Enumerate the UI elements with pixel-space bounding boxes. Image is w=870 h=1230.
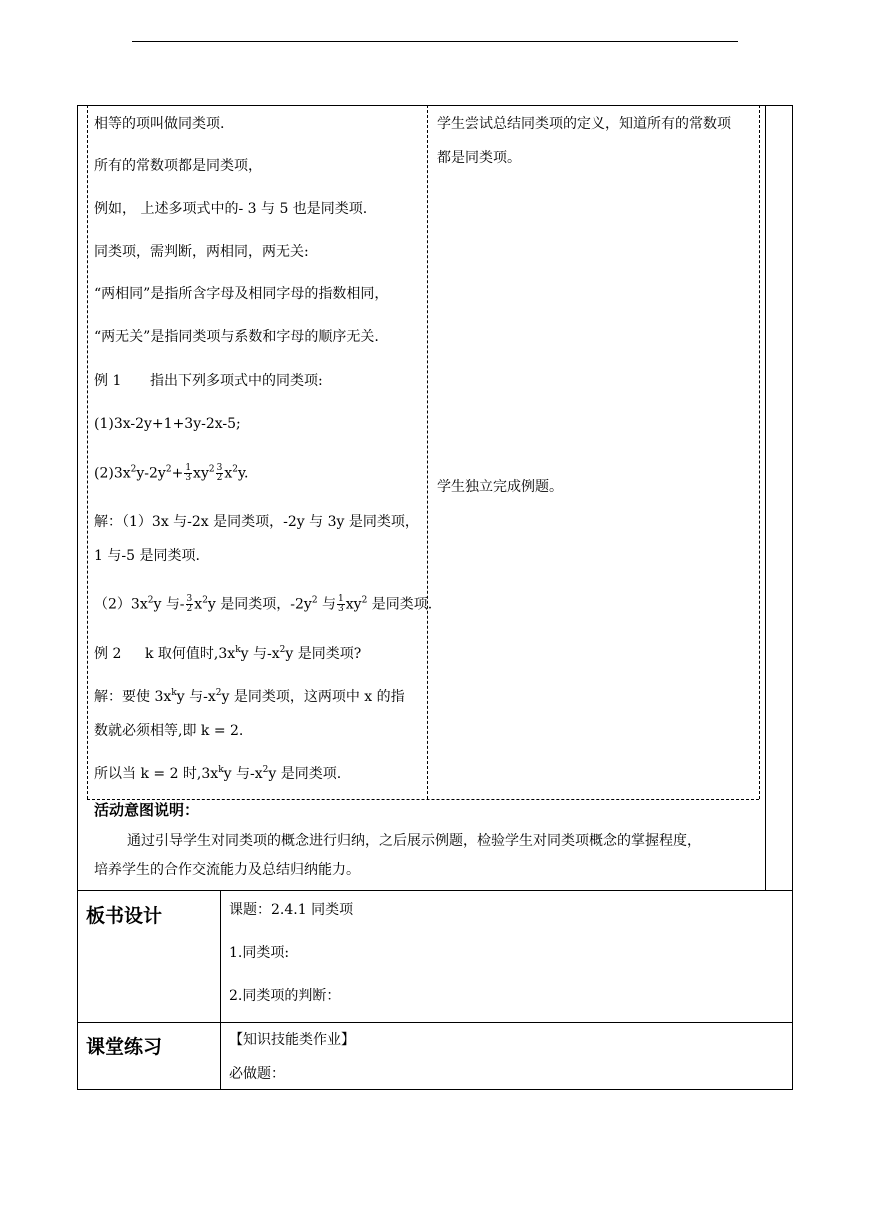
text-line-6: “两无关”是指同类项与系数和字母的顺序无关.: [94, 329, 379, 345]
table-left-border: [77, 105, 78, 1090]
fraction-one-third: $\frac{1}{3}$: [338, 594, 344, 614]
board-item-2: 2.同类项的判断：: [229, 988, 341, 1004]
dashed-left: [87, 105, 88, 799]
solution-1-line-b: 1 与-5 是同类项.: [94, 548, 200, 564]
example-1-label: 例 1: [94, 373, 122, 389]
dashed-right: [759, 105, 760, 799]
example-1-text: 指出下列多项式中的同类项:: [150, 373, 323, 389]
text-line-5: “两相同”是指所含字母及相同字母的指数相同，: [94, 286, 389, 302]
fraction-three-halves: $\frac{3}{2}$: [216, 463, 223, 483]
problem-1: (1)3x-2y+1+3y-2x-5;: [94, 416, 241, 432]
problem-2: $(2)3x^2y-2y^2+$ $\frac{1}{3}$ $xy^2$ $\frac{3}{2}$ $x^2y$.: [94, 463, 249, 483]
row-divider-practice: [77, 1022, 793, 1023]
solution-4: 所以当 k = 2 时$,3x^ky$ 与$-x^2y$ 是同类项.: [94, 765, 342, 782]
fraction-one-third: $\frac{1}{3}$: [185, 463, 192, 483]
solution-3-line-a: 解：要使 $3x^ky$ 与$-x^2y$ 是同类项，这两项中 x 的指: [94, 688, 405, 705]
table-bottom-border: [77, 1089, 793, 1090]
practice-category: 【知识技能类作业】: [229, 1032, 355, 1048]
text-line-4: 同类项，需判断，两相同，两无关:: [94, 244, 309, 260]
text-line-1: 相等的项叫做同类项.: [94, 116, 225, 132]
table-right-border: [792, 105, 793, 1090]
intent-text-a: 通过引导学生对同类项的概念进行归纳，之后展示例题，检验学生对同类项概念的掌握程度，: [127, 833, 701, 849]
table-top-border: [77, 105, 793, 106]
practice-required: 必做题：: [229, 1066, 285, 1082]
example-2-text: k 取何值时$,3x^ky$ 与$-x^2y$ 是同类项?: [145, 645, 362, 662]
fraction-three-halves: $\frac{3}{2}$: [186, 594, 193, 614]
student-note-1b: 都是同类项。: [437, 150, 521, 166]
solution-3-line-b: 数就必须相等,即 k = 2.: [94, 723, 244, 739]
header-rule: [132, 41, 738, 42]
dashed-middle: [427, 105, 428, 799]
board-label: 板书设计: [86, 905, 163, 927]
dashed-bottom: [87, 799, 759, 800]
board-title: 课题：2.4.1 同类项: [229, 902, 354, 918]
solution-2: $(2)3x^2y$ 与- $\frac{3}{2}$ $x^2y$ 是同类项，$-2y^2$ 与 $\frac{1}{3}$ $xy^2$ 是同类项.: [94, 594, 433, 614]
text-line-3: 例如， 上述多项式中的- 3 与 5 也是同类项.: [94, 201, 368, 217]
student-note-2: 学生独立完成例题。: [437, 479, 563, 495]
example-2-label: 例 2: [94, 646, 122, 662]
student-note-1a: 学生尝试总结同类项的定义，知道所有的常数项: [437, 116, 731, 132]
row-divider-board: [77, 890, 793, 891]
solution-1-line-a: 解：（1）3x 与-2x 是同类项，-2y 与 3y 是同类项，: [94, 514, 419, 530]
inner-right-border: [765, 105, 766, 891]
intent-heading: 活动意图说明：: [94, 801, 200, 819]
label-column-divider: [220, 890, 221, 1090]
practice-label: 课堂练习: [86, 1036, 163, 1058]
intent-text-b: 培养学生的合作交流能力及总结归纳能力。: [94, 862, 360, 878]
text-line-2: 所有的常数项都是同类项，: [94, 158, 262, 174]
board-item-1: 1.同类项:: [229, 945, 290, 961]
